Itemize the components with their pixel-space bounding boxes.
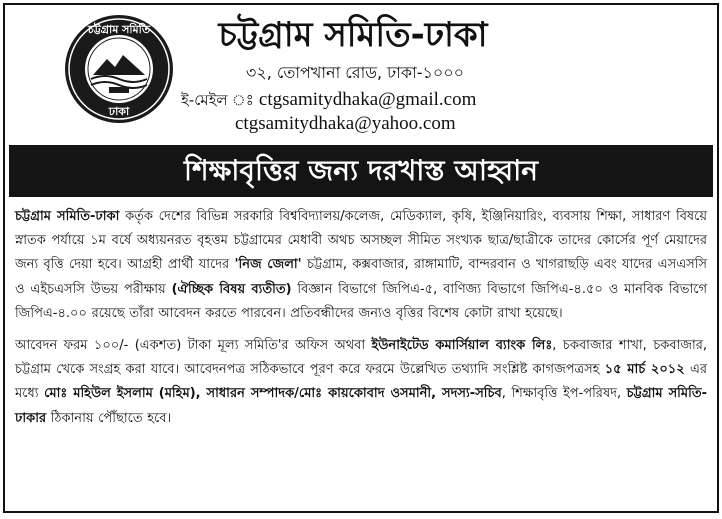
text-segment: চট্টগ্রাম, কক্সবাজার, রাঙ্গামাটি, বান্দরবান ও খাগরাছড়ি এবং যাদের এসএসসি ও এইচএসসি উভয় পরীক্ষায় [15, 257, 707, 297]
eligibility-paragraph [15, 205, 707, 326]
text-segment: , চকবাজার শাখা, চকবাজার, চট্টগ্রাম খেকে সংগ্রহ করা যাবে। আবেদনপত্র সঠিকভাবে পূরণ করে ফরমে উল্লেখিত তথ্যাদি সংশ্লিষ্ট কাগজপত্রসহ [15, 338, 707, 378]
email-label: ই-মেইল ঃ [181, 91, 254, 109]
svg-text:ঢাকা: ঢাকা [108, 105, 130, 118]
org-name-inline: চট্টগ্রাম সমিতি-ঢাকা [15, 209, 120, 224]
email-row [181, 89, 561, 111]
text-segment: বিজ্ঞান বিভাগে জিপিএ-৫, বাণিজ্য বিভাগে জিপিএ-৪.৫০ ও মানবিক বিভাগে জিপিএ-৪.০০ রয়েছে তাঁরা আবেদন করতে পারবেন। প্রতিবন্ধীদের জন্যও বৃত্তির বিশেষ কোটা রাখা হয়েছে। [15, 281, 707, 321]
text-segment: কর্তৃক দেশের বিভিন্ন সরকারি বিশ্ববিদ্যালয়/কলেজ, মেডিক্যাল, কৃষি, ইঞ্জিনিয়ারিং, ব্যবসায় শিক্ষা, সাধারণ বিষয়ে স্নাতক পর্যায়ে ১ম বর্ষে অধ্যয়নরত বৃহত্তম চট্টগ্রামের মেধাবী অথচ অসচ্ছল সীমিত সংখ্যক ছাত্র/ছাত্রীকে তাদের কোর্সের পূর্ণ মেয়াদের জন্য বৃত্তি দেয়া হবে। আগ্রহী প্রার্থী যাদের [15, 209, 707, 273]
bank-name: ইউনাইটেড কমার্সিয়াল ব্যাংক লিঃ [371, 338, 553, 354]
title-banner [9, 145, 713, 197]
email-yahoo[interactable]: ctgsamitydhaka@yahoo.com [235, 113, 456, 134]
text-segment: , শিক্ষাবৃত্তি ইপ-পরিষদ, [501, 386, 627, 402]
organization-title: চট্টগ্রাম সমিতি-ঢাকা [218, 15, 488, 55]
text-segment: এর মধ্যে [15, 362, 707, 402]
text-segment: আবেদন ফরম ১০০/- (একশত) টাকা মূল্য সমিতি'র অফিস অথবা [15, 338, 372, 354]
org-name-inline: চট্টগ্রাম সমিতি-ঢাকার [15, 386, 707, 426]
text-segment: ঠিকানায় পৌঁছাতে হবে। [46, 410, 172, 426]
svg-text:চট্টগ্রাম সমিতি: চট্টগ্রাম সমিতি [87, 23, 151, 36]
notice-body [15, 205, 707, 431]
banner-title: শিক্ষাবৃত্তির জন্য দরখাস্ত আহ্বান [184, 154, 538, 187]
optional-subject-exclusion: (ঐচ্ছিক বিষয় ব্যতীত) [171, 281, 292, 297]
contact-persons: মোঃ মহিউল ইসলাম (মহিম), সাধারন সম্পাদক/মোঃ কায়কোবাদ ওসমানী, সদস্য-সচিব [44, 386, 502, 402]
email-gmail[interactable]: ctgsamitydhaka@gmail.com [258, 89, 477, 110]
home-district-phrase: 'নিজ জেলা' [234, 257, 302, 273]
organization-address: ৩২, তোপখানা রোড, ঢাকা-১০০০ [245, 63, 465, 82]
notice-header [5, 5, 717, 143]
deadline-date: ১৫ মার্চ ২০১২ [604, 362, 685, 378]
society-seal-logo [63, 13, 175, 125]
scholarship-notice [3, 3, 719, 513]
application-paragraph [15, 334, 707, 431]
